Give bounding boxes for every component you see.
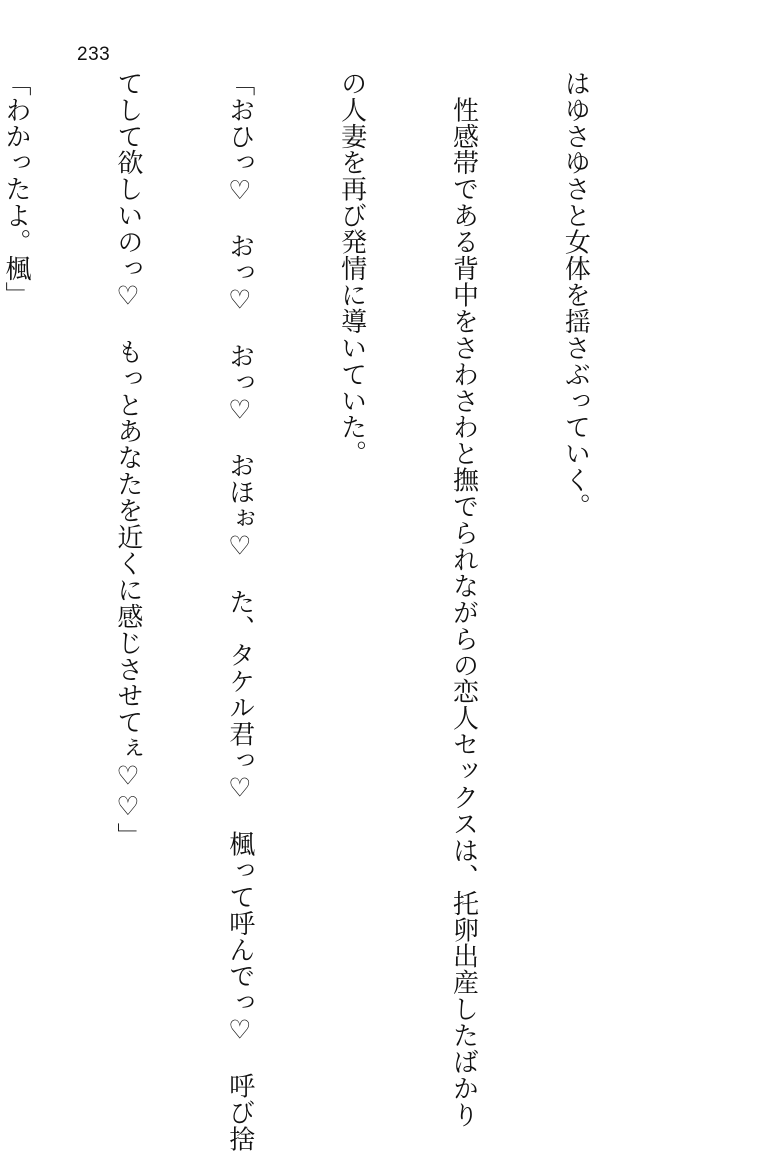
text-line-6: 「わかったよ。楓」 (0, 70, 31, 309)
text-line-5: てして欲しいのっ♡ もっとあなたを近くに感じさせてぇ♡♡」 (112, 70, 143, 850)
text-line-2: 性感帯である背中をさわさわと撫でられながらの恋人セックスは、托卵出産したばかり (448, 70, 479, 1128)
text-line-1: はゆさゆさと女体を揺さぶっていく。 (560, 70, 591, 520)
novel-body-text (0, 70, 668, 1152)
text-line-3: の人妻を再び発情に導いていた。 (336, 70, 367, 467)
page-number: 233 (77, 44, 111, 65)
text-line-4: 「おひっ♡ おっ♡ おっ♡ おほぉ♡ た、タケル君っ♡ 楓って呼んでっ♡ 呼び捨 (224, 70, 255, 1152)
